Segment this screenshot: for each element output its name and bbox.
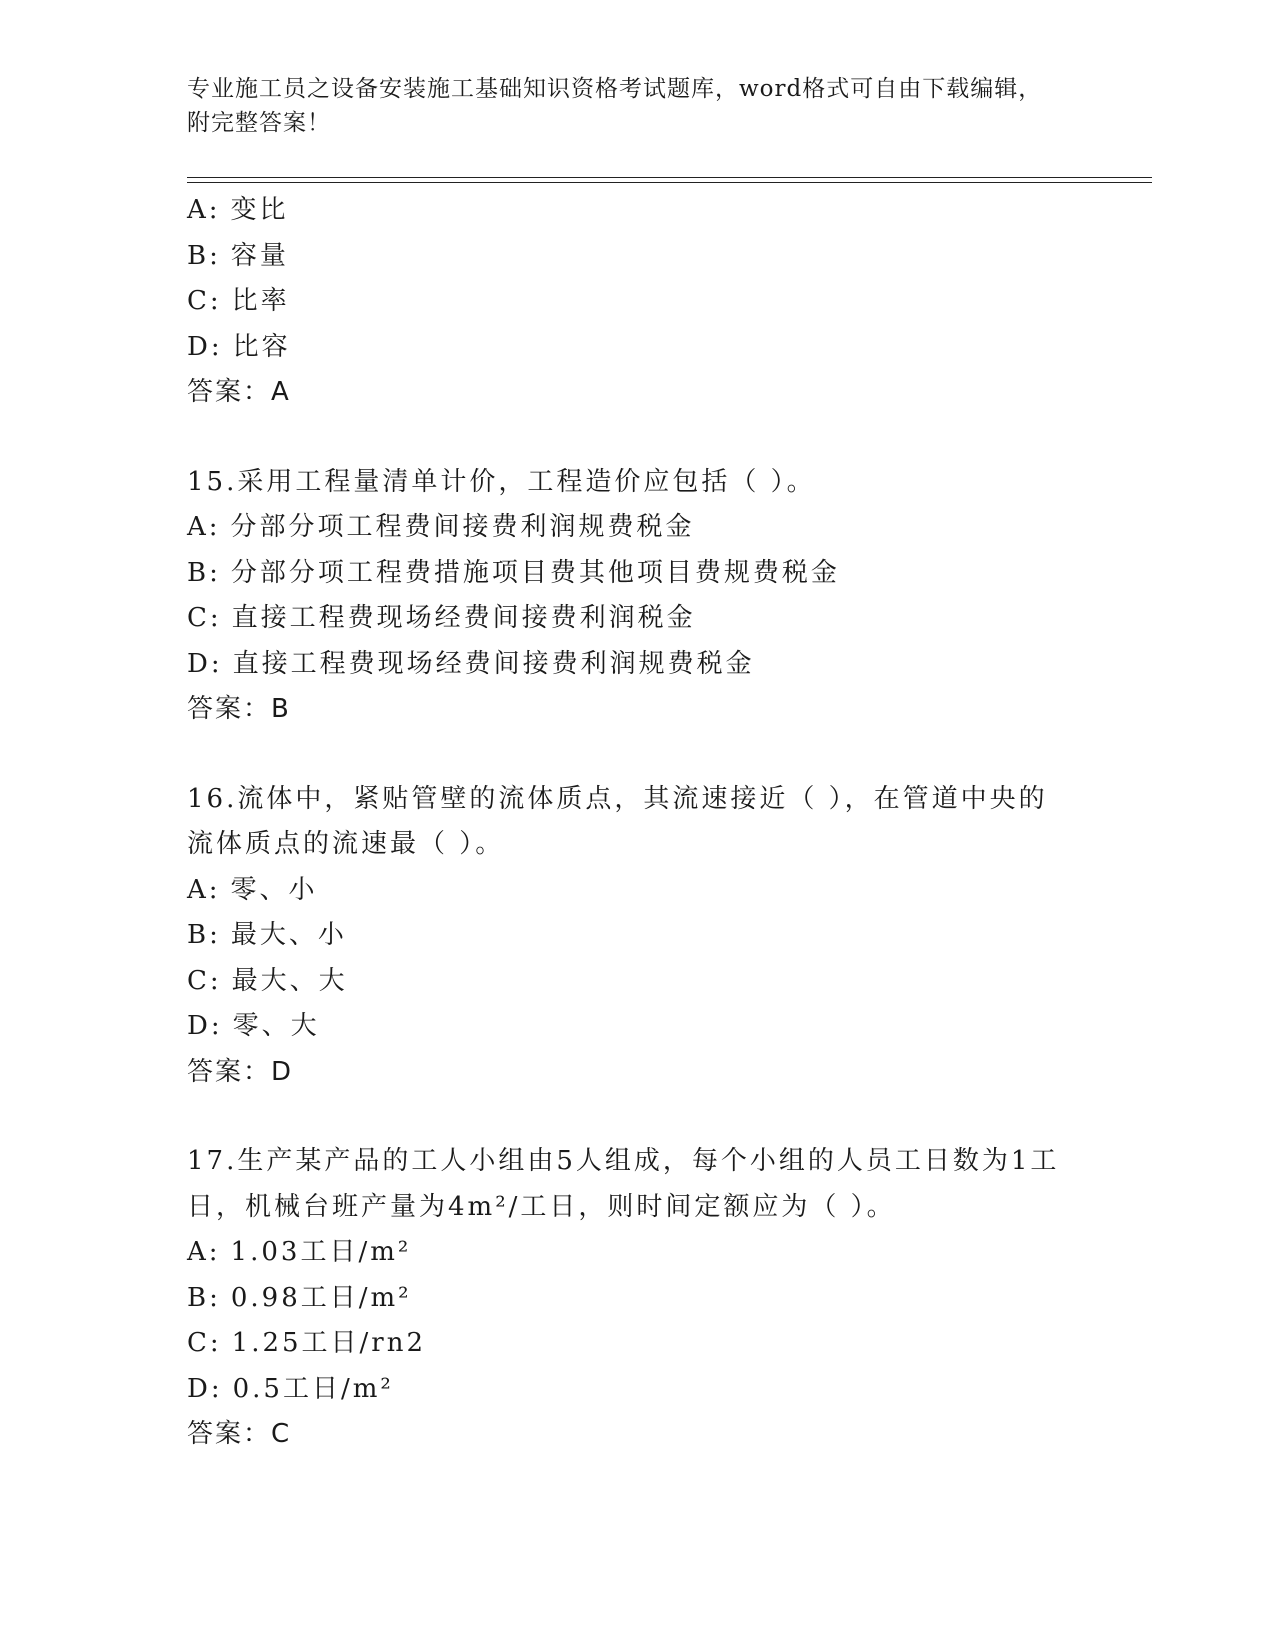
option-key: A:	[187, 1237, 221, 1267]
question-16	[187, 777, 1087, 1096]
question-body	[187, 188, 1087, 1458]
option-a	[187, 505, 1087, 551]
option-text: 0.98工日/m²	[230, 1282, 412, 1313]
question-stem: 15.采用工程量清单计价，工程造价应包括（ ）。	[187, 466, 816, 497]
option-key: D:	[187, 1373, 223, 1404]
option-key: A:	[187, 874, 221, 905]
header-rule-top	[187, 177, 1152, 178]
option-key: D:	[187, 648, 223, 679]
option-text: 0.5工日/m²	[232, 1373, 394, 1404]
header-line-2: 附完整答案！	[187, 110, 331, 136]
option-a	[187, 868, 1087, 914]
document-header	[187, 72, 1067, 140]
option-b	[187, 1276, 1087, 1322]
option-c	[187, 1321, 1087, 1367]
question-stem: 16.流体中，紧贴管壁的流体质点，其流速接近（ ），在管道中央的	[187, 783, 1048, 814]
option-text: 直接工程费现场经费间接费利润规费税金	[232, 648, 755, 679]
option-b	[187, 234, 1087, 280]
option-text: 1.03工日/m²	[230, 1237, 412, 1267]
option-key: B:	[187, 920, 221, 950]
question-stem: 17.生产某产品的工人小组由5人组成，每个小组的人员工日数为1工	[187, 1146, 1060, 1176]
answer-line: 答案：C	[187, 1419, 292, 1449]
answer-line: 答案：A	[187, 377, 291, 407]
option-key: C:	[187, 965, 222, 996]
option-a	[187, 188, 1087, 234]
option-text: 变比	[230, 195, 289, 225]
prev-question-block	[187, 188, 1087, 416]
option-text: 分部分项工程费间接费利润规费税金	[230, 512, 695, 542]
option-c	[187, 279, 1087, 325]
option-text: 1.25工日/rn2	[231, 1328, 427, 1358]
option-d	[187, 325, 1087, 371]
option-text: 容量	[230, 240, 289, 271]
option-d	[187, 1004, 1087, 1050]
option-text: 最大、大	[231, 965, 348, 996]
option-key: B:	[187, 1282, 221, 1313]
option-d	[187, 642, 1087, 688]
option-c	[187, 596, 1087, 642]
option-text: 比容	[232, 331, 291, 362]
option-text: 比率	[231, 286, 290, 316]
header-line-1: 专业施工员之设备安装施工基础知识资格考试题库，word格式可自由下载编辑，	[187, 76, 1043, 102]
option-key: A:	[187, 195, 221, 225]
option-text: 最大、小	[230, 920, 347, 950]
option-text: 分部分项工程费措施项目费其他项目费规费税金	[230, 557, 840, 588]
option-a	[187, 1230, 1087, 1276]
option-key: C:	[187, 603, 222, 633]
question-stem-continued: 流体质点的流速最（ ）。	[187, 829, 505, 859]
question-15	[187, 460, 1087, 733]
option-key: B:	[187, 240, 221, 271]
option-b	[187, 551, 1087, 597]
option-c	[187, 959, 1087, 1005]
option-text: 零、大	[232, 1011, 320, 1041]
option-text: 零、小	[230, 874, 318, 905]
option-text: 直接工程费现场经费间接费利润税金	[231, 603, 696, 633]
option-key: C:	[187, 1328, 222, 1358]
option-key: D:	[187, 1011, 223, 1041]
option-key: D:	[187, 331, 223, 362]
answer-line: 答案：D	[187, 1056, 294, 1087]
question-stem-continued: 日，机械台班产量为4m²/工日，则时间定额应为（ ）。	[187, 1191, 896, 1222]
option-key: C:	[187, 286, 222, 316]
question-17	[187, 1139, 1087, 1458]
answer-line: 答案：B	[187, 694, 291, 724]
option-d	[187, 1367, 1087, 1413]
option-key: B:	[187, 557, 221, 588]
option-key: A:	[187, 512, 221, 542]
option-b	[187, 913, 1087, 959]
header-rule-bottom	[187, 182, 1152, 183]
